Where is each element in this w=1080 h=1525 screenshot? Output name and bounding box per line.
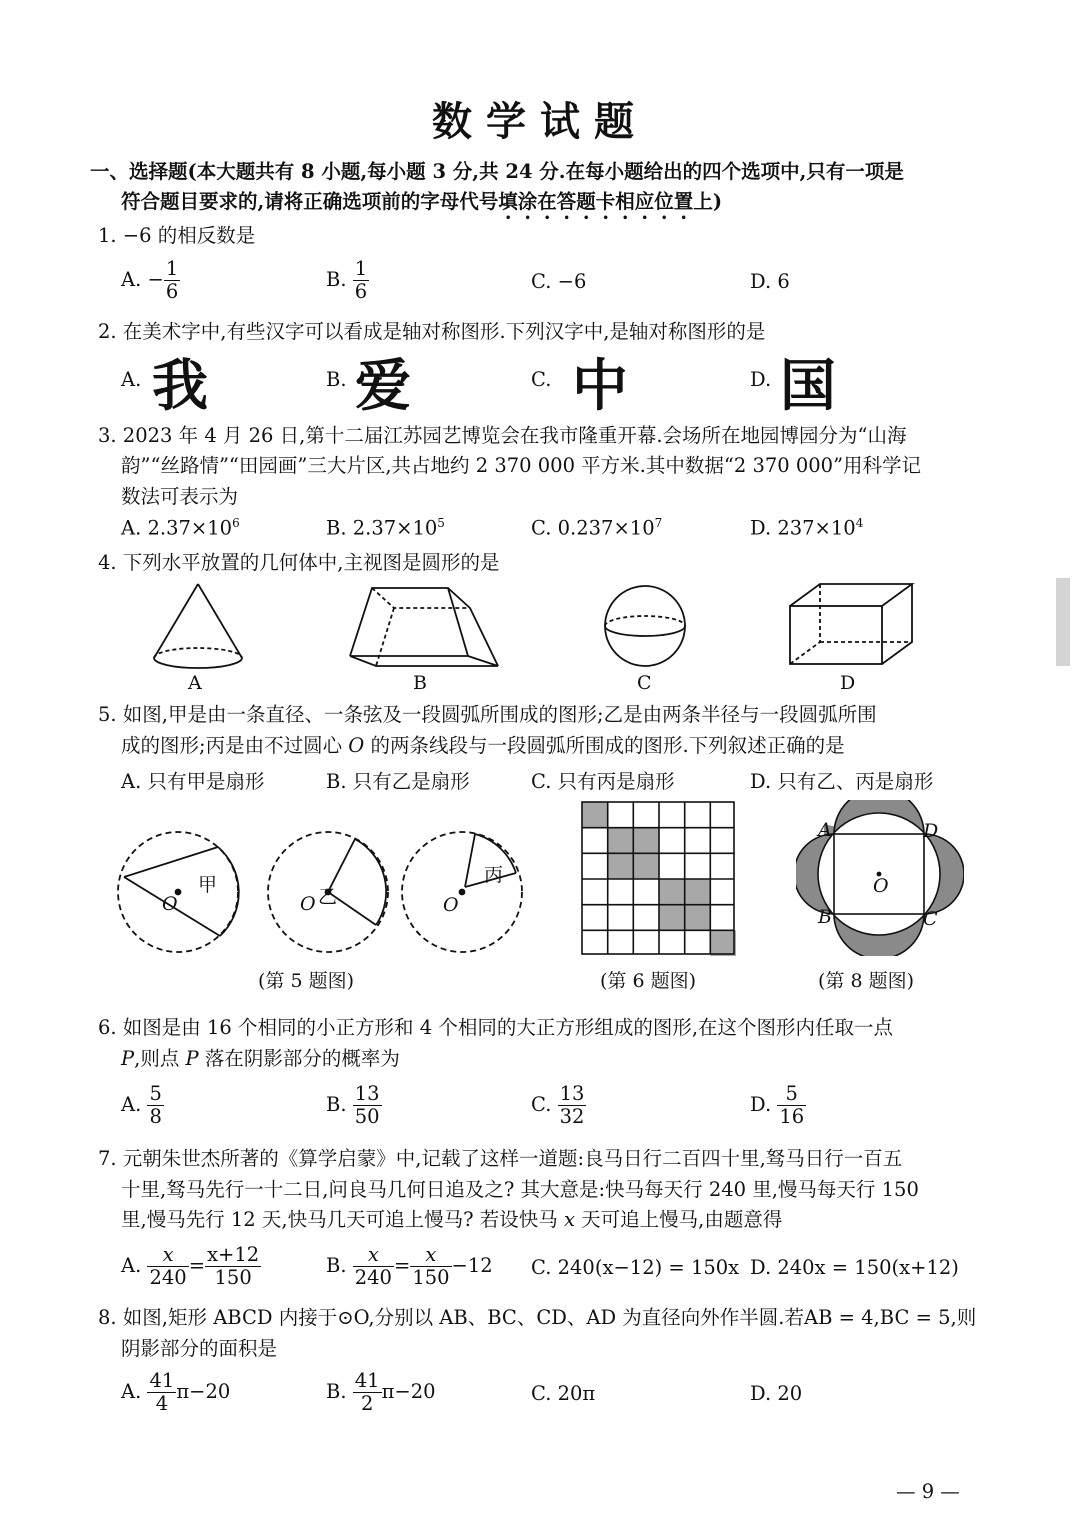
q1-stem: 1. −6 的相反数是	[98, 224, 256, 247]
fig5-label-bing: 丙	[484, 864, 504, 886]
q7-option-b: B. $\frac{x}{240}$ = $\frac{x}{150}$ −12	[326, 1243, 493, 1289]
q1-option-a: A. − $\frac{1}{6}$	[121, 257, 179, 303]
q4-label-d: D	[840, 672, 856, 694]
q5-line1: 5. 如图,甲是由一条直径、一条弦及一段圆弧所围成的图形;乙是由两条半径与一段圆弧所围	[98, 703, 877, 726]
q6-option-b: B. $\frac{13}{50}$	[326, 1082, 380, 1128]
cuboid-shape	[790, 584, 912, 664]
fig5-center-o1: O	[162, 893, 178, 915]
q3-option-a: A. $2.37\times 10^6$	[121, 516, 240, 540]
q2-char-wo: 我	[152, 354, 208, 419]
q1-option-b: B. $\frac{1}{6}$	[326, 257, 368, 303]
fig8-caption: (第 8 题图)	[818, 970, 914, 992]
frustum-shape	[350, 588, 498, 666]
q2-char-guo: 国	[780, 354, 836, 419]
q3-option-d: D. $237\times 10^4$	[750, 516, 864, 540]
q2-option-a-label: A.	[121, 368, 142, 391]
q4-stem: 4. 下列水平放置的几何体中,主视图是圆形的是	[98, 551, 500, 574]
q2-char-ai: 爱	[355, 354, 411, 419]
q8-option-c: C. 20π	[531, 1382, 596, 1405]
fig8-center-o: O	[873, 875, 889, 897]
page-number: — 9 —	[896, 1480, 960, 1503]
q4-label-c: C	[637, 672, 652, 694]
fig5-label-yi: 乙	[318, 886, 338, 908]
q7-option-d: D. 240x = 150(x+12)	[750, 1256, 959, 1279]
q8-line1: 8. 如图,矩形 ABCD 内接于⊙O,分别以 AB、BC、CD、AD 为直径向外作半圆.若AB = 4,BC = 5,则	[98, 1306, 977, 1329]
fig5-center-o3: O	[443, 894, 459, 916]
q3-option-b: B. $2.37\times 10^5$	[326, 516, 445, 540]
q4-solids-figure	[140, 578, 940, 678]
q2-char-zhong: 中	[572, 354, 628, 419]
q3-option-c: C. $0.237\times 10^7$	[531, 516, 663, 540]
q2-option-d-label: D.	[750, 368, 772, 391]
q7-option-c: C. 240(x−12) = 150x	[531, 1256, 740, 1279]
q5-option-d: D. 只有乙、丙是扇形	[750, 770, 934, 793]
q6-line1: 6. 如图是由 16 个相同的小正方形和 4 个相同的大正方形组成的图形,在这个图形内任取一点	[98, 1016, 894, 1039]
section-heading-cont: 符合题目要求的,请将正确选项前的字母代号填涂在答题卡相应位置上)	[121, 190, 723, 213]
fig5-center-o2: O	[300, 893, 316, 915]
q8-line2: 阴影部分的面积是	[121, 1337, 278, 1360]
q4-label-b: B	[413, 672, 427, 694]
fig6-grid	[580, 800, 736, 956]
fig6-caption: (第 6 题图)	[600, 970, 696, 992]
q8-option-a: A. $\frac{41}{4}$ π−20	[121, 1369, 231, 1415]
sphere-shape	[605, 586, 685, 666]
fig8-point-b: B	[818, 906, 832, 928]
fig5-caption: (第 5 题图)	[258, 970, 354, 992]
fig8-point-a: A	[818, 819, 832, 841]
fig8-point-c: C	[923, 908, 938, 930]
q6-option-a: A. $\frac{5}{8}$	[121, 1082, 162, 1128]
q1-option-c: C. −6	[531, 270, 587, 293]
page-edge-tab	[1056, 578, 1070, 666]
q1-option-d: D. 6	[750, 270, 790, 293]
q7-line1: 7. 元朝朱世杰所著的《算学启蒙》中,记载了这样一道题:良马日行二百四十里,驽马日行一百五	[98, 1147, 903, 1170]
fig5-label-jia: 甲	[198, 874, 218, 896]
q7-line2: 十里,驽马先行一十二日,问良马几何日追及之? 其大意是:快马每天行 240 里,慢马每天行 150	[121, 1178, 919, 1201]
q3-line2: 韵”“丝路情”“田园画”三大片区,共占地约 2 370 000 平方米.其中数据“2 370 000”用科学记	[121, 454, 922, 477]
q5-option-b: B. 只有乙是扇形	[326, 770, 470, 793]
q6-option-c: C. $\frac{13}{32}$	[531, 1082, 585, 1128]
q3-line3: 数法可表示为	[121, 485, 239, 508]
q8-option-b: B. $\frac{41}{2}$ π−20	[326, 1369, 436, 1415]
page-title: 数学试题	[432, 99, 648, 145]
q2-stem: 2. 在美术字中,有些汉字可以看成是轴对称图形.下列汉字中,是轴对称图形的是	[98, 320, 766, 343]
q6-line2: P,则点 P 落在阴影部分的概率为	[121, 1047, 400, 1070]
q5-option-a: A. 只有甲是扇形	[121, 770, 265, 793]
q8-option-d: D. 20	[750, 1382, 803, 1405]
q5-option-c: C. 只有丙是扇形	[531, 770, 675, 793]
q2-option-c-label: C.	[531, 368, 552, 391]
q7-line3: 里,慢马先行 12 天,快马几天可追上慢马? 若设快马 x 天可追上慢马,由题意得	[121, 1208, 783, 1231]
q5-line2: 成的图形;丙是由不过圆心 O 的两条线段与一段圆弧所围成的图形.下列叙述正确的是	[121, 734, 845, 757]
section-heading: 一、选择题(本大题共有 8 小题,每小题 3 分,共 24 分.在每小题给出的四个选项中,只有一项是	[90, 160, 904, 183]
q6-option-d: D. $\frac{5}{16}$	[750, 1082, 805, 1128]
q2-option-b-label: B.	[326, 368, 347, 391]
q4-label-a: A	[188, 672, 202, 694]
q7-option-a: A. $\frac{x}{240}$ = $\frac{x+12}{150}$	[121, 1243, 260, 1289]
cone-shape	[154, 584, 242, 668]
q3-line1: 3. 2023 年 4 月 26 日,第十二届江苏园艺博览会在我市隆重开幕.会场所在地园博园分为“山海	[98, 424, 907, 447]
fig8-point-d: D	[923, 820, 939, 842]
